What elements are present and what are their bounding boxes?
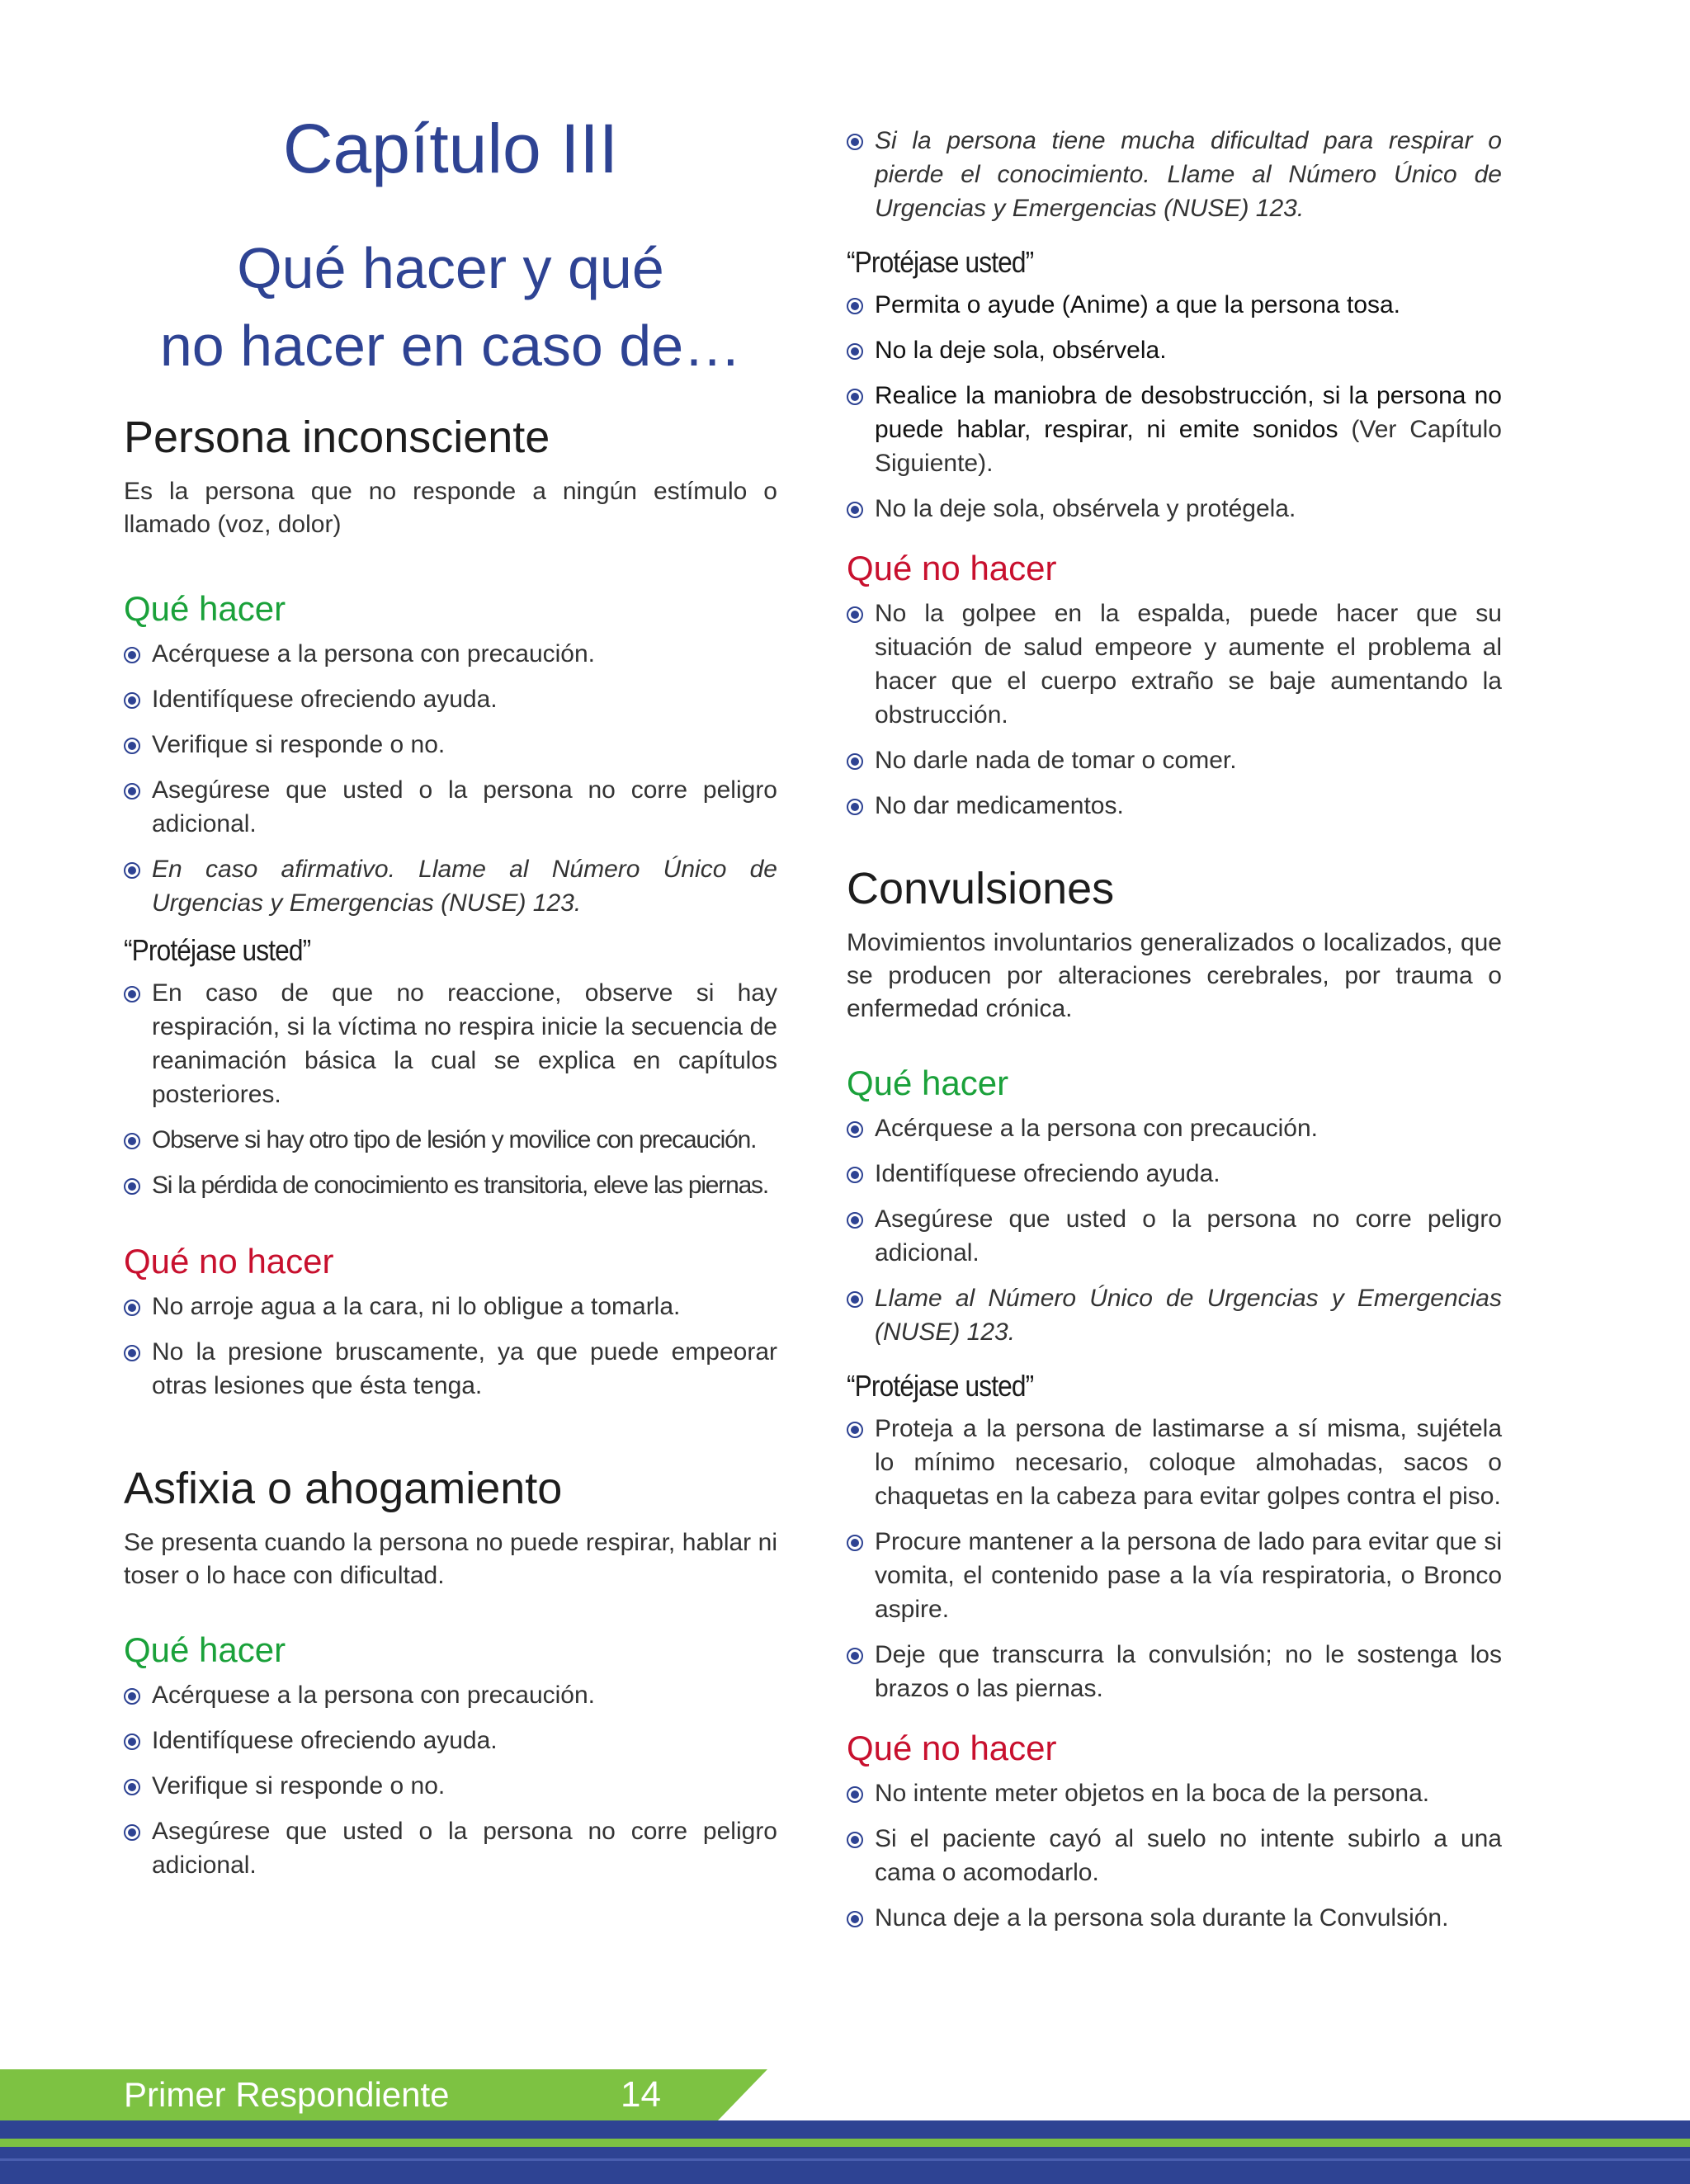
que-no-hacer-list bbox=[847, 597, 1502, 823]
chapter-subtitle-line2: no hacer en caso de… bbox=[159, 314, 742, 378]
star-bullet-icon bbox=[847, 1291, 863, 1308]
que-no-hacer-list bbox=[124, 1290, 777, 1403]
list-item: Verifique si responde o no. bbox=[124, 728, 777, 762]
list-item: Acérquese a la persona con precaución. bbox=[847, 1111, 1502, 1145]
list-item: Realice la maniobra de desobstrucción, si la persona no puede hablar, respirar, ni emite sonidos (Ver Capítulo Siguiente). bbox=[847, 379, 1502, 480]
star-bullet-icon bbox=[124, 986, 140, 1002]
left-column bbox=[124, 107, 777, 1894]
footer-blue-stripe bbox=[0, 2120, 1690, 2139]
star-bullet-icon bbox=[847, 1212, 863, 1229]
footer-book-title: Primer Respondiente bbox=[124, 2075, 450, 2114]
list-item: Permita o ayude (Anime) a que la persona tosa. bbox=[847, 288, 1502, 322]
list-item: No darle nada de tomar o comer. bbox=[847, 743, 1502, 777]
protejase-heading: “Protéjase usted” bbox=[124, 933, 311, 967]
footer-green-tip bbox=[718, 2069, 767, 2120]
star-bullet-icon bbox=[124, 1300, 140, 1316]
list-item: Asegúrese que usted o la persona no corre peligro adicional. bbox=[847, 1202, 1502, 1270]
section-title: Persona inconsciente bbox=[124, 413, 550, 462]
list-item: No intente meter objetos en la boca de la persona. bbox=[847, 1776, 1502, 1810]
star-bullet-icon bbox=[124, 738, 140, 754]
list-item: Si la pérdida de conocimiento es transitoria, eleve las piernas. bbox=[124, 1168, 777, 1202]
list-item: Identifíquese ofreciendo ayuda. bbox=[124, 682, 777, 716]
footer-thin-line bbox=[0, 2158, 1690, 2161]
que-hacer-list bbox=[124, 1678, 777, 1882]
list-item: Si la persona tiene mucha dificultad para respirar o pierde el conocimiento. Llame al Número Único de Urgencias y Emergencias (NUSE) 123. bbox=[847, 124, 1502, 225]
star-bullet-icon bbox=[847, 799, 863, 815]
que-no-hacer-list bbox=[847, 1776, 1502, 1935]
star-bullet-icon bbox=[847, 298, 863, 314]
list-item: Si el paciente cayó al suelo no intente subirlo a una cama o acomodarlo. bbox=[847, 1822, 1502, 1889]
que-hacer-heading: Qué hacer bbox=[847, 1064, 1009, 1102]
asfixia-que-hacer-continued bbox=[847, 124, 1502, 225]
star-bullet-icon bbox=[847, 1786, 863, 1803]
que-no-hacer-heading: Qué no hacer bbox=[847, 1729, 1057, 1767]
footer-blue-band bbox=[0, 2147, 1690, 2184]
protejase-list bbox=[847, 1412, 1502, 1705]
list-item: Verifique si responde o no. bbox=[124, 1769, 777, 1803]
star-bullet-icon bbox=[847, 1911, 863, 1927]
star-bullet-icon bbox=[847, 1535, 863, 1551]
star-bullet-icon bbox=[124, 783, 140, 800]
list-item: No la deje sola, obsérvela y protégela. bbox=[847, 492, 1502, 526]
star-bullet-icon bbox=[847, 134, 863, 150]
list-item: En caso de que no reaccione, observe si hay respiración, si la víctima no respira inicie la secuencia de reanimación básica la cual se explica en capítulos posteriores. bbox=[124, 976, 777, 1111]
right-column bbox=[847, 124, 1502, 1946]
list-item: No dar medicamentos. bbox=[847, 789, 1502, 823]
section-convulsiones bbox=[847, 862, 1502, 1935]
list-item: No la golpee en la espalda, puede hacer que su situación de salud empeore y aumente el problema al hacer que el cuerpo extraño se baje aumentando la obstrucción. bbox=[847, 597, 1502, 732]
list-item: Asegúrese que usted o la persona no corre peligro adicional. bbox=[124, 1814, 777, 1882]
star-bullet-icon bbox=[124, 1779, 140, 1795]
footer-green-stripe bbox=[0, 2139, 1690, 2147]
chapter-title: Capítulo III bbox=[282, 110, 619, 187]
list-item: Identifíquese ofreciendo ayuda. bbox=[124, 1724, 777, 1757]
chapter-subtitle-line1: Qué hacer y qué bbox=[237, 236, 664, 300]
section-description: Se presenta cuando la persona no puede respirar, hablar ni toser o lo hace con dificultad. bbox=[124, 1529, 777, 1589]
que-hacer-heading: Qué hacer bbox=[124, 1630, 286, 1669]
section-asfixia bbox=[124, 1462, 777, 1882]
section-description: Es la persona que no responde a ningún estímulo o llamado (voz, dolor) bbox=[124, 478, 777, 538]
list-item: Asegúrese que usted o la persona no corre peligro adicional. bbox=[124, 773, 777, 841]
list-item: No arroje agua a la cara, ni lo obligue a tomarla. bbox=[124, 1290, 777, 1323]
protejase-heading: “Protéjase usted” bbox=[847, 1369, 1034, 1403]
list-item: No la deje sola, obsérvela. bbox=[847, 333, 1502, 367]
page-number: 14 bbox=[621, 2074, 661, 2115]
star-bullet-icon bbox=[847, 606, 863, 623]
star-bullet-icon bbox=[124, 1734, 140, 1750]
star-bullet-icon bbox=[847, 502, 863, 518]
star-bullet-icon bbox=[847, 1832, 863, 1848]
star-bullet-icon bbox=[124, 1824, 140, 1841]
que-no-hacer-heading: Qué no hacer bbox=[124, 1242, 334, 1281]
star-bullet-icon bbox=[847, 343, 863, 360]
protejase-heading: “Protéjase usted” bbox=[847, 245, 1034, 279]
list-item: Llame al Número Único de Urgencias y Emergencias (NUSE) 123. bbox=[847, 1281, 1502, 1349]
star-bullet-icon bbox=[847, 1121, 863, 1138]
star-bullet-icon bbox=[847, 753, 863, 770]
star-bullet-icon bbox=[124, 647, 140, 663]
star-bullet-icon bbox=[124, 1688, 140, 1705]
list-item: No la presione bruscamente, ya que puede empeorar otras lesiones que ésta tenga. bbox=[124, 1335, 777, 1403]
list-item: En caso afirmativo. Llame al Número Único de Urgencias y Emergencias (NUSE) 123. bbox=[124, 852, 777, 920]
protejase-list bbox=[847, 288, 1502, 526]
list-item: Deje que transcurra la convulsión; no le sostenga los brazos o las piernas. bbox=[847, 1638, 1502, 1705]
star-bullet-icon bbox=[847, 1422, 863, 1438]
chapter-header bbox=[124, 107, 777, 384]
star-bullet-icon bbox=[847, 1167, 863, 1183]
star-bullet-icon bbox=[124, 1133, 140, 1149]
page-footer bbox=[0, 2069, 1690, 2184]
section-persona-inconsciente bbox=[124, 411, 777, 1403]
list-item: Proteja a la persona de lastimarse a sí misma, sujétela lo mínimo necesario, coloque almohadas, sacos o chaquetas en la cabeza para evitar golpes contra el piso. bbox=[847, 1412, 1502, 1513]
list-item: Observe si hay otro tipo de lesión y movilice con precaución. bbox=[124, 1123, 777, 1157]
que-hacer-list bbox=[124, 637, 777, 920]
star-bullet-icon bbox=[847, 389, 863, 405]
star-bullet-icon bbox=[124, 692, 140, 709]
section-description: Movimientos involuntarios generalizados o localizados, que se producen por alteraciones cerebrales, por trauma o enfermedad crónica. bbox=[847, 929, 1502, 1022]
star-bullet-icon bbox=[124, 1178, 140, 1195]
list-item: Procure mantener a la persona de lado para evitar que si vomita, el contenido pase a la vía respiratoria, o Bronco aspire. bbox=[847, 1525, 1502, 1626]
list-item: Identifíquese ofreciendo ayuda. bbox=[847, 1157, 1502, 1191]
protejase-list bbox=[124, 976, 777, 1202]
list-item: Acérquese a la persona con precaución. bbox=[124, 637, 777, 671]
star-bullet-icon bbox=[124, 1345, 140, 1361]
list-item: Acérquese a la persona con precaución. bbox=[124, 1678, 777, 1712]
section-title: Convulsiones bbox=[847, 864, 1115, 913]
star-bullet-icon bbox=[847, 1648, 863, 1664]
que-no-hacer-heading: Qué no hacer bbox=[847, 549, 1057, 587]
list-item: Nunca deje a la persona sola durante la Convulsión. bbox=[847, 1901, 1502, 1935]
star-bullet-icon bbox=[124, 862, 140, 879]
section-title: Asfixia o ahogamiento bbox=[124, 1464, 563, 1513]
chapter-subtitle bbox=[124, 229, 777, 384]
que-hacer-heading: Qué hacer bbox=[124, 589, 286, 628]
que-hacer-list bbox=[847, 1111, 1502, 1349]
